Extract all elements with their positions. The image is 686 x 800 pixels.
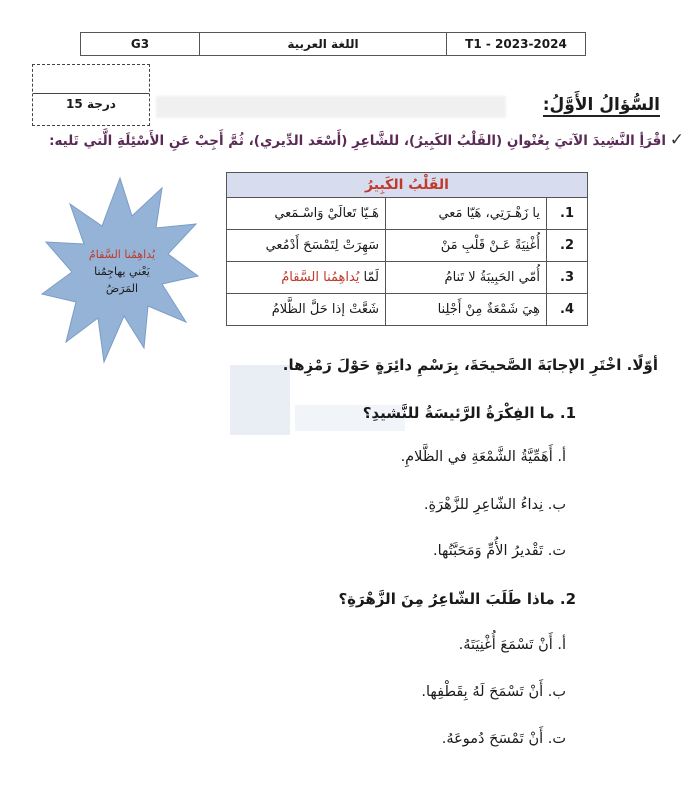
poem-table [226,172,588,326]
grade-cell: G3 [81,33,200,55]
verse-second-half: سَهِرَتْ لِتَمْسَحَ أَدْمُعي [227,230,386,262]
verse-first-half: يا زَهْـرَتِي، هَيّا مَعي [386,198,547,230]
question-2: 2. ماذا طَلَبَ الشّاعِرُ مِنَ الزَّهْرَةِ؟ [338,590,576,608]
verse-first-half: أُمّي الحَبِيبَةُ لا تَنامُ [386,262,547,294]
highlighted-phrase: يُداهِمُنا السَّقامُ [281,270,360,285]
option-2b[interactable]: ب. أَنْ تَسْمَحَ لَهُ بِقَطْفِها. [421,684,566,700]
line-number: 2. [547,230,588,262]
verse-second-half: هَـيّا تَعالَيْ وَاسْـمَعي [227,198,386,230]
score-box [32,64,150,126]
instruction-text: اقْرَأِ النَّشِيدَ الآتيَ بِعُنْوانِ (القَلْبُ الكَبِيرُ)، للشَّاعِرِ (أَسْعَد الدِّيري)، ثُمَّ أَجِبْ عَنِ الأَسْئِلَةِ الَّتي تَليه: [49,133,666,149]
header-table [80,32,586,56]
question-title: السُّؤالُ الأَوَّلُ: [542,95,660,115]
verse-first-half: هِيَ شَمْعَةٌ مِنْ أَجْلِنا [386,294,547,326]
verse-second-half: شَعَّتْ إذا حَلَّ الظَّلامُ [227,294,386,326]
note-word: يُداهِمُنا السَّقامُ [88,248,156,261]
verse-first-half: أُغْنِيَةً عَـنْ قَلْبِ مَنْ [386,230,547,262]
option-2a[interactable]: أ. أَنْ تَسْمَعَ أُغْنِيَتَهُ. [458,637,566,653]
verse-second-half [227,262,386,294]
poem-row [227,294,588,326]
vocabulary-note [60,246,184,297]
poem-row [227,198,588,230]
option-1a[interactable]: أ. أَهَمِّيَّةُ الشَّمْعَةِ في الظَّلامِ. [400,449,566,465]
poem-row [227,262,588,294]
score-label: 15 درجة [66,97,116,111]
line-number: 1. [547,198,588,230]
verse-plain-part: لَمّا [359,270,379,285]
option-1b[interactable]: ب. نِداءُ الشّاعِرِ للزَّهْرَةِ. [423,497,566,513]
option-2c[interactable]: ت. أَنْ تَمْسَحَ دُموعَهُ. [441,731,566,747]
faded-watermark-strip [156,96,506,118]
line-number: 4. [547,294,588,326]
section-heading: أوّلًا. اخْتَرِ الإجابَةَ الصَّحيحَةَ، بِرَسْمِ دائِرَةٍ حَوْلَ رَمْزِها. [282,356,658,374]
line-number: 3. [547,262,588,294]
question-1: 1. ما الفِكْرَةُ الرَّئيسَةُ للنَّشيدِ؟ [362,404,576,422]
faded-logo-block [230,365,290,435]
note-meaning-2: المَرَضُ [105,282,139,295]
score-divider [33,93,149,94]
term-cell: T1 - 2023-2024 [465,37,567,51]
poem-row [227,230,588,262]
checkmark-icon: ✓ [669,130,684,150]
option-1c[interactable]: ت. تَقْديرُ الأُمِّ وَمَحَبَّتُها. [433,543,566,559]
note-meaning: يَعْني يهاجِمُنا [94,265,150,278]
poem-title: القَلْبُ الكَبِيرُ [227,173,588,198]
subject-cell: اللغة العربية [200,33,447,55]
